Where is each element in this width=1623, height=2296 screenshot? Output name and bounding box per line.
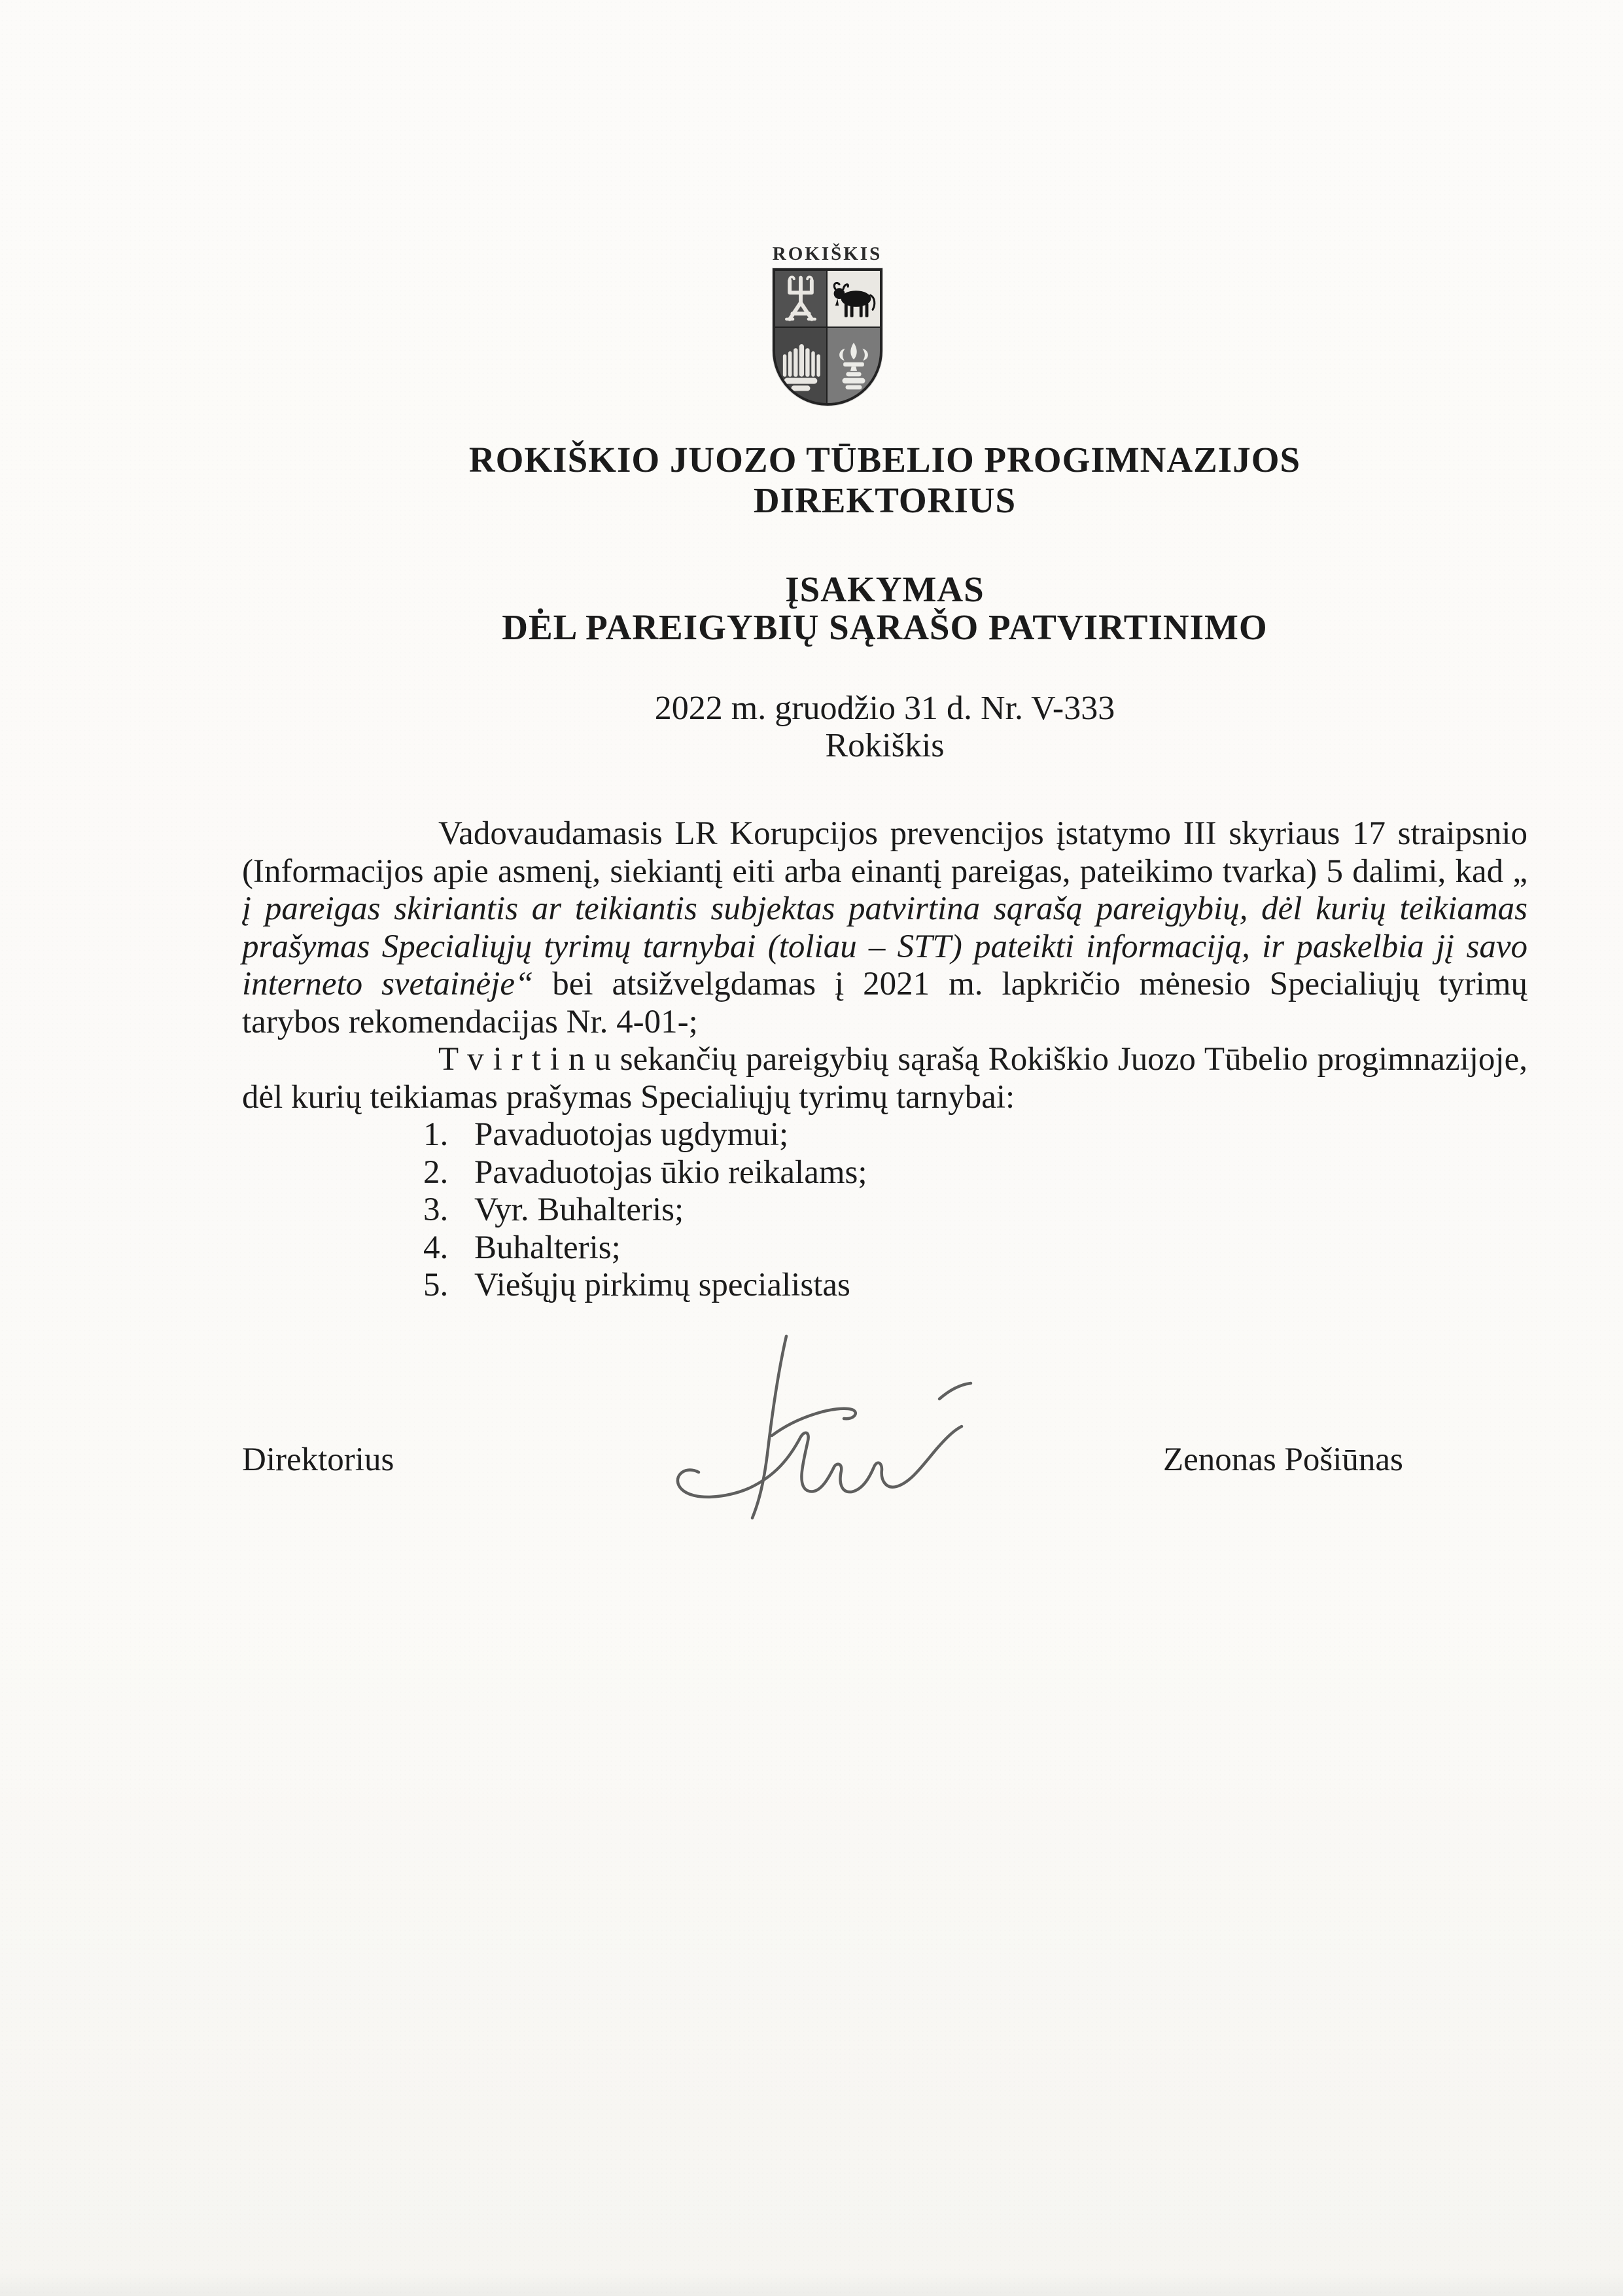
list-item-number: 4. <box>423 1229 449 1266</box>
order-body <box>242 815 1527 1305</box>
signer-name: Zenonas Pošiūnas <box>1163 1441 1403 1478</box>
order-date-number: 2022 m. gruodžio 31 d. Nr. V-333 <box>654 690 1115 727</box>
list-item-label: Pavaduotojas ugdymui; <box>474 1116 789 1153</box>
list-item <box>242 1116 1527 1154</box>
paragraph1-roman-tail: bei atsižvelgdamas į 2021 m. lapkričio mėnesio Specialiųjų tyrimų tarybos rekomendacijas Nr. 4-01-; <box>242 966 1527 1040</box>
organization-role: DIREKTORIUS <box>753 480 1017 520</box>
order-subject: DĖL PAREIGYBIŲ SĄRAŠO PATVIRTINIMO <box>502 607 1268 647</box>
order-heading <box>242 571 1527 646</box>
fleur-de-lis-icon <box>831 337 877 395</box>
shield-quadrant-top-left <box>775 271 828 328</box>
coat-of-arms-shield <box>773 268 882 406</box>
paragraph1-quoted-italic: į pareigas skiriantis ar teikiantis subjektas patvirtina sąrašą pareigybių, dėl kurių teikiamas prašymas Specialiųjų tyrimų tarnybai (toliau – STT) pateikti informaciją, ir paskelbia jį savo interneto svetainėje“ <box>242 891 1527 1002</box>
organ-icon <box>776 336 826 395</box>
list-item-number: 5. <box>423 1267 449 1303</box>
list-item <box>242 1229 1527 1267</box>
list-item-label: Pavaduotojas ūkio reikalams; <box>474 1154 867 1191</box>
paragraph-approval: T v i r t i n u sekančių pareigybių sąrašą Rokiškio Juozo Tūbelio progimnazijoje, dėl kurių teikiamas prašymas Specialiųjų tyrimų tarnybai: <box>242 1041 1527 1116</box>
handwritten-signature <box>615 1330 981 1532</box>
order-type: ĮSAKYMAS <box>785 569 985 609</box>
paragraph1-roman-lead: Vadovaudamasis LR Korupcijos prevencijos įstatymo III skyriaus 17 straipsnio (Informacijos apie asmenį, siekiantį eiti arba einantį pareigas, pateikimo tvarka) 5 dalimi, kad „ <box>242 815 1527 890</box>
list-item-number: 3. <box>423 1192 449 1228</box>
coat-of-arms-label: ROKIŠKIS <box>772 243 882 264</box>
candelabra-icon <box>777 273 824 325</box>
list-item <box>242 1192 1527 1229</box>
paragraph-legal-basis <box>242 815 1527 1041</box>
list-item-label: Buhalteris; <box>474 1229 621 1266</box>
signer-title: Direktorius <box>242 1441 394 1478</box>
shield-quadrant-bottom-right <box>828 328 880 403</box>
list-item-label: Vyr. Buhalteris; <box>474 1192 684 1228</box>
bull-icon <box>829 274 878 325</box>
shield-quadrant-bottom-left <box>775 328 828 403</box>
rokiskis-coat-of-arms <box>769 243 886 406</box>
organization-name: ROKIŠKIO JUOZO TŪBELIO PROGIMNAZIJOS <box>468 440 1301 480</box>
order-dateline <box>242 690 1527 764</box>
list-item <box>242 1154 1527 1192</box>
signature-block <box>242 1318 1527 1593</box>
list-item-label: Viešųjų pirkimų specialistas <box>474 1267 850 1303</box>
list-item-number: 2. <box>423 1154 449 1191</box>
list-item-number: 1. <box>423 1116 449 1153</box>
shield-quadrant-top-right <box>828 271 880 328</box>
order-place: Rokiškis <box>825 727 945 764</box>
list-item <box>242 1267 1527 1305</box>
organization-heading <box>242 440 1527 521</box>
positions-list <box>242 1116 1527 1305</box>
